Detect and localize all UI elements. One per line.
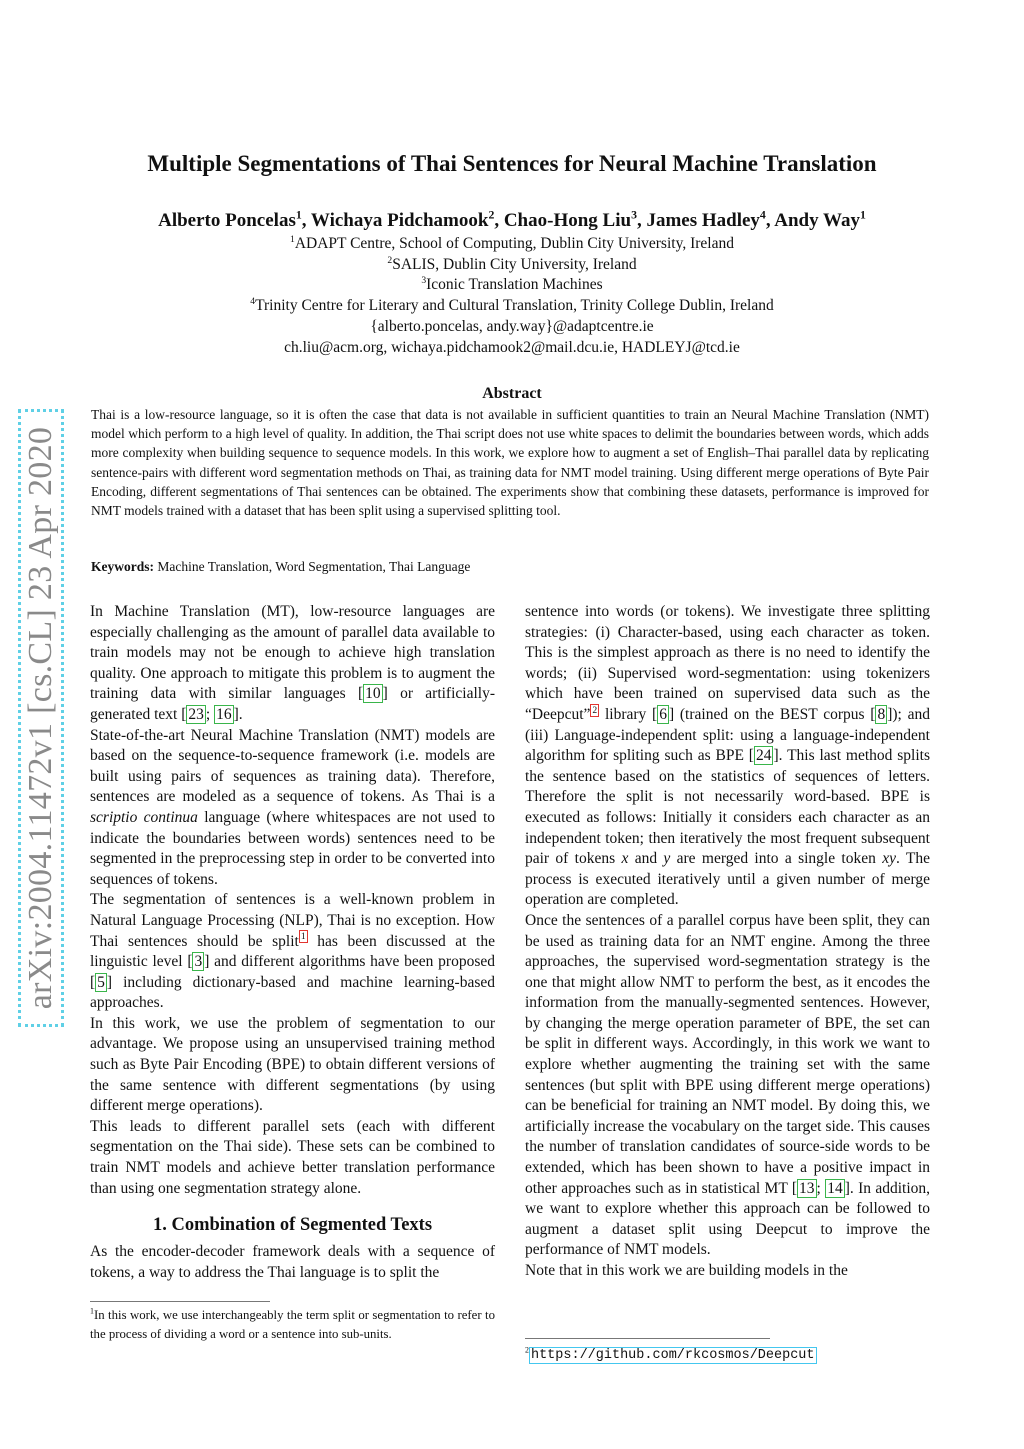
math-variable: xy — [882, 850, 896, 868]
citation-link[interactable]: 5 — [97, 973, 105, 991]
paragraph: As the encoder-decoder framework deals with a sequence of tokens, a way to address the Thai language is to split the — [90, 1243, 495, 1281]
text-run: ]. This last method splits the sentence based on the statistics of sequences of letters. Therefore the split is not necessarily word-based. BPE is executed as follows: Initially it considers each character as an independent token; then iteratively the most frequent subsequent pair of tokens — [525, 747, 930, 868]
affiliation-text: SALIS, Dublin City University, Ireland — [392, 255, 637, 273]
author-name: Andy Way — [774, 210, 860, 231]
footnote-2 — [525, 1345, 930, 1365]
italic-term: scriptio continua — [90, 808, 198, 826]
author-name: James Hadley — [646, 210, 760, 231]
footnote-text: In this work, we use interchangeably the term split or segmentation to refer to the process of dividing a word or a sentence into sub-units. — [90, 1308, 495, 1341]
text-run: Once the sentences of a parallel corpus have been split, they can be used as training data for an NMT engine. Among the three approaches, the supervised word-segmentation strategy is the one that might allow NMT to perform the best, as it encodes the information from the manually-segmented sentences. However, by changing the merge operation parameter of BPE, the set can be split in different ways. Accordingly, in this work we want to explore whether augmenting the training set with the same sentences (but split with BPE using different merge operations) can be beneficial for training an NMT model. By doing this, we artificially increase the vocabulary on the target side. This causes the number of translation candidates of source-side words to be extended, which has been shown to have a positive impact in other approaches such as in statistical MT [ — [525, 911, 930, 1197]
text-run: are merged into a single token — [670, 850, 883, 868]
citation-link[interactable]: 10 — [365, 685, 381, 703]
affiliation-mark: 3 — [421, 275, 427, 287]
keywords-label: Keywords: — [91, 559, 154, 574]
footnote-ref-link[interactable]: 1 — [300, 931, 306, 943]
email-line: ch.liu@acm.org, wichaya.pidchamook2@mail.dcu.ie, HADLEYJ@tcd.ie — [284, 338, 740, 356]
math-variable: y — [663, 850, 671, 868]
affiliation-mark: 1 — [290, 233, 295, 245]
text-run: State-of-the-art Neural Machine Translation (NMT) models are based on the sequence-to-sequence framework (i.e. models are built using pairs of sequences as training data). Therefore, sentences are modeled as a sequence of tokens. As Thai is a — [90, 726, 495, 806]
affiliation-line — [0, 296, 1024, 317]
affiliation-text: Iconic Translation Machines — [426, 276, 603, 294]
paragraph: Note that in this work we are building models in the — [525, 1262, 848, 1279]
citation-link[interactable]: 24 — [755, 747, 772, 765]
text-run: ; — [816, 1179, 826, 1197]
text-run: ]); and (iii) Language-independent split: using a language-independent algorithm for spliting such as BPE [ — [525, 705, 930, 765]
text-run: ] (trained on the BEST corpus [ — [668, 705, 876, 723]
citation-link[interactable]: 23 — [188, 705, 204, 723]
text-run: ] including dictionary-based and machine learning-based approaches. — [90, 973, 495, 1012]
author-affil-mark: 1 — [859, 208, 866, 222]
text-run: sentence into words (or tokens). We investigate three splitting strategies: (i) Character-based, using each character as token. This is the simplest approach as there is no need to identify the words; (ii) Supervised word-segmentation: using tokenizers which have been trained on supervised data such as the “Deepcut” — [525, 603, 930, 723]
text-run: ; — [205, 705, 215, 723]
footnote-rule — [90, 1301, 270, 1302]
affiliation-line — [0, 255, 1024, 276]
footnote-url-link[interactable]: https://github.com/rkcosmos/Deepcut — [530, 1348, 815, 1363]
keywords — [91, 557, 929, 576]
paragraph — [525, 602, 930, 911]
arxiv-identifier-text: arXiv:2004.11472v1 [cs.CL] 23 Apr 2020 — [22, 426, 59, 1010]
text-run: In Machine Translation (MT), low-resource languages are especially challenging as the amount of parallel data available to train models may not be enough to achieve high translation quality. One approach to mitigate this problem is to augment the training data with similar languages [ — [90, 603, 495, 703]
text-run: language (where whitespaces are not used to indicate the boundaries between words) sentences need to be segmented in the preprocessing step in order to be converted into sequences of tokens. — [90, 808, 495, 888]
author-name: Chao-Hong Liu — [503, 210, 632, 231]
footnote-mark: 2 — [525, 1345, 529, 1355]
text-run: has been discussed at the linguistic level [ — [90, 932, 495, 971]
section-heading: 1. Combination of Segmented Texts — [152, 1215, 433, 1236]
paragraph — [525, 911, 930, 1261]
text-run: . The process is executed iteratively until a given number of merge operation are completed. — [525, 850, 930, 909]
text-run: The segmentation of sentences is a well-known problem in Natural Language Processing (NLP), Thai is no exception. How Thai sentences should be split — [90, 891, 495, 950]
affiliation-mark: 2 — [387, 254, 393, 266]
author-name: Wichaya Pidchamook — [310, 210, 489, 231]
text-run: ] and different algorithms have been proposed [ — [90, 953, 495, 991]
author-affil-mark: 2 — [488, 208, 495, 222]
citation-link[interactable]: 13 — [799, 1179, 815, 1197]
paragraph: This leads to different parallel sets (each with different segmentation on the Thai side). These sets can be combined to train NMT models and achieve better translation performance than using one segmentation strategy alone. — [90, 1117, 495, 1197]
author-affil-mark: 3 — [631, 208, 637, 222]
text-run: ] or artificially-generated text [ — [90, 685, 495, 723]
affiliation-text: Trinity Centre for Literary and Cultural Translation, Trinity College Dublin, Ireland — [255, 297, 774, 315]
footnote-rule — [525, 1338, 770, 1339]
affiliation-mark: 4 — [250, 295, 256, 307]
paragraph: In this work, we use the problem of segmentation to our advantage. We propose using an unsupervised training method such as Byte Pair Encoding (BPE) to obtain different versions of the same sentence with different segmentations (by using different merge operations). — [90, 1014, 495, 1115]
keywords-text: Machine Translation, Word Segmentation, Thai Language — [157, 559, 471, 574]
footnote-mark: 1 — [90, 1306, 94, 1316]
footnote-1 — [90, 1306, 495, 1344]
affiliation-line — [0, 275, 1024, 296]
paper-title: Multiple Segmentations of Thai Sentences for Neural Machine Translation — [147, 151, 877, 176]
author-name: Alberto Poncelas — [158, 210, 296, 231]
author-affil-mark: 4 — [759, 208, 766, 222]
math-variable: x — [621, 850, 629, 868]
citation-link[interactable]: 6 — [659, 705, 667, 723]
citation-link[interactable]: 14 — [827, 1179, 843, 1197]
text-run: library [ — [599, 705, 658, 723]
citation-link[interactable]: 8 — [877, 705, 886, 723]
affiliation-text: ADAPT Centre, School of Computing, Dublin City University, Ireland — [294, 235, 734, 252]
author-affil-mark: 1 — [295, 208, 302, 222]
citation-link[interactable]: 16 — [216, 705, 232, 723]
affiliations — [0, 234, 1024, 358]
affiliation-line — [0, 234, 1024, 255]
footnote-ref-link[interactable]: 2 — [592, 704, 598, 716]
left-column — [90, 602, 495, 1283]
citation-link[interactable]: 3 — [194, 953, 203, 971]
abstract-text: Thai is a low-resource language, so it is often the case that data is not available in sufficient quantities to train an Neural Machine Translation (NMT) model which perform to a high level of quality. In addition, the Thai script does not use white spaces to delimit the boundaries between words, which adds more complexity when building sequence to sequence models. In this work, we explore how to augment a set of English–Thai parallel data by replicating sentence-pairs with different word segmentation methods on Thai, as training data for NMT model training. Using different merge operations of Byte Pair Encoding, different segmentations of Thai sentences can be obtained. The experiments show that combining these datasets, performance is improved for NMT models trained with a dataset that has been split using a supervised splitting tool. — [91, 407, 929, 519]
paragraph — [90, 602, 495, 726]
abstract-heading: Abstract — [482, 385, 542, 402]
email-line: {alberto.poncelas, andy.way}@adaptcentre.ie — [370, 317, 654, 335]
paragraph — [90, 890, 495, 1014]
author-list: Alberto Poncelas$^1$, Wichaya Pidchamook$^2$, Chao-Hong Liu$^3$, James Hadley$^4$, Andy Way$^1$ — [158, 208, 866, 231]
right-column — [525, 602, 930, 1282]
text-run: ]. — [233, 705, 243, 723]
paragraph — [90, 726, 495, 891]
arxiv-identifier-stamp[interactable] — [18, 409, 64, 1027]
text-run: and — [628, 850, 664, 868]
text-run: ]. In addition, we want to explore whether this approach can be followed to augment a dataset split using Deepcut to improve the performance of NMT models. — [525, 1179, 930, 1259]
